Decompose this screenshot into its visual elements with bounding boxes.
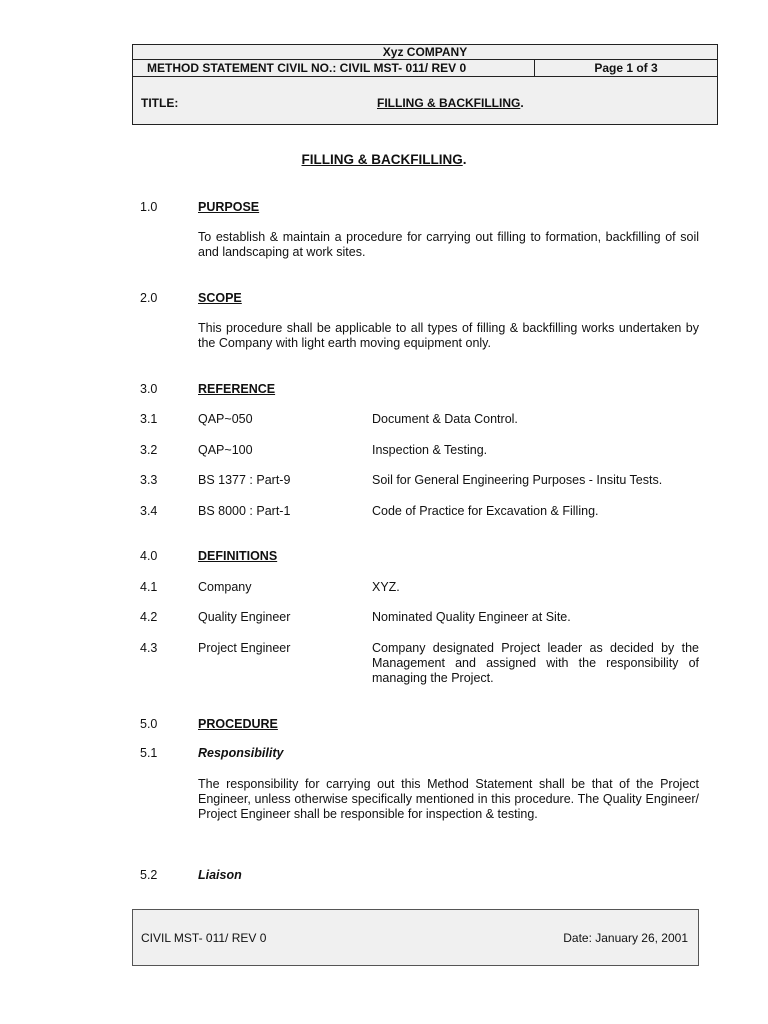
section-heading-scope: SCOPE <box>198 291 242 305</box>
section-number: 3.0 <box>140 382 158 396</box>
reference-item-number: 3.2 <box>140 443 158 457</box>
definition-item-number: 4.3 <box>140 641 158 655</box>
definition-description: XYZ. <box>372 580 400 594</box>
section-heading-reference: REFERENCE <box>198 382 276 396</box>
reference-item-description: Soil for General Engineering Purposes - Insitu Tests. <box>372 473 663 487</box>
subsection-heading-liaison: Liaison <box>198 868 242 882</box>
section-number: 4.0 <box>140 549 158 563</box>
section-number: 1.0 <box>140 200 158 214</box>
reference-item-description: Code of Practice for Excavation & Filling. <box>372 504 599 518</box>
header-title-row <box>133 77 717 126</box>
reference-item-number: 3.1 <box>140 412 158 426</box>
responsibility-text: The responsibility for carrying out this Method Statement shall be that of the Project Engineer, unless otherwise specifically mentioned in this procedure. The Quality Engineer/ Project Engineer shall be responsible for inspection & testing. <box>198 777 699 821</box>
scope-text: This procedure shall be applicable to all types of filling & backfilling works undertaken by the Company with light earth moving equipment only. <box>198 321 699 350</box>
footer-doc-reference: CIVIL MST- 011/ REV 0 <box>141 931 267 945</box>
definition-item-number: 4.1 <box>140 580 158 594</box>
subsection-heading-responsibility: Responsibility <box>198 746 284 760</box>
document-title <box>0 152 768 167</box>
subsection-number: 5.2 <box>140 868 158 882</box>
reference-item-code: BS 8000 : Part-1 <box>198 504 291 518</box>
document-footer <box>132 909 699 966</box>
section-heading-procedure: PROCEDURE <box>198 717 278 731</box>
definition-term: Project Engineer <box>198 641 291 655</box>
document-title-text: FILLING & BACKFILLING <box>301 152 463 167</box>
definition-description: Nominated Quality Engineer at Site. <box>372 610 571 624</box>
subsection-number: 5.1 <box>140 746 158 760</box>
reference-item-description: Inspection & Testing. <box>372 443 488 457</box>
document-header <box>132 44 718 125</box>
definition-item-number: 4.2 <box>140 610 158 624</box>
document-title-suffix: . <box>462 152 467 167</box>
reference-item-description: Document & Data Control. <box>372 412 518 426</box>
section-number: 5.0 <box>140 717 158 731</box>
method-statement-number: METHOD STATEMENT CIVIL NO.: CIVIL MST- 011/ REV 0 <box>133 60 535 76</box>
footer-date: Date: January 26, 2001 <box>563 931 688 945</box>
reference-item-code: QAP~050 <box>198 412 253 426</box>
header-title <box>377 96 524 110</box>
purpose-text: To establish & maintain a procedure for carrying out filling to formation, backfilling of soil and landscaping at work sites. <box>198 230 699 259</box>
company-name: Xyz COMPANY <box>133 45 717 60</box>
reference-item-code: BS 1377 : Part-9 <box>198 473 291 487</box>
reference-item-number: 3.4 <box>140 504 158 518</box>
header-info-row <box>133 60 717 77</box>
section-heading-purpose: PURPOSE <box>198 200 260 214</box>
title-label: TITLE: <box>141 96 179 110</box>
section-number: 2.0 <box>140 291 158 305</box>
definition-term: Quality Engineer <box>198 610 291 624</box>
header-title-suffix: . <box>520 96 524 110</box>
header-title-text: FILLING & BACKFILLING <box>377 96 521 110</box>
reference-item-number: 3.3 <box>140 473 158 487</box>
definition-description: Company designated Project leader as decided by the Management and assigned with the responsibility of managing the Project. <box>372 641 699 685</box>
reference-item-code: QAP~100 <box>198 443 253 457</box>
definition-term: Company <box>198 580 252 594</box>
page-indicator: Page 1 of 3 <box>594 61 658 75</box>
section-heading-definitions: DEFINITIONS <box>198 549 278 563</box>
